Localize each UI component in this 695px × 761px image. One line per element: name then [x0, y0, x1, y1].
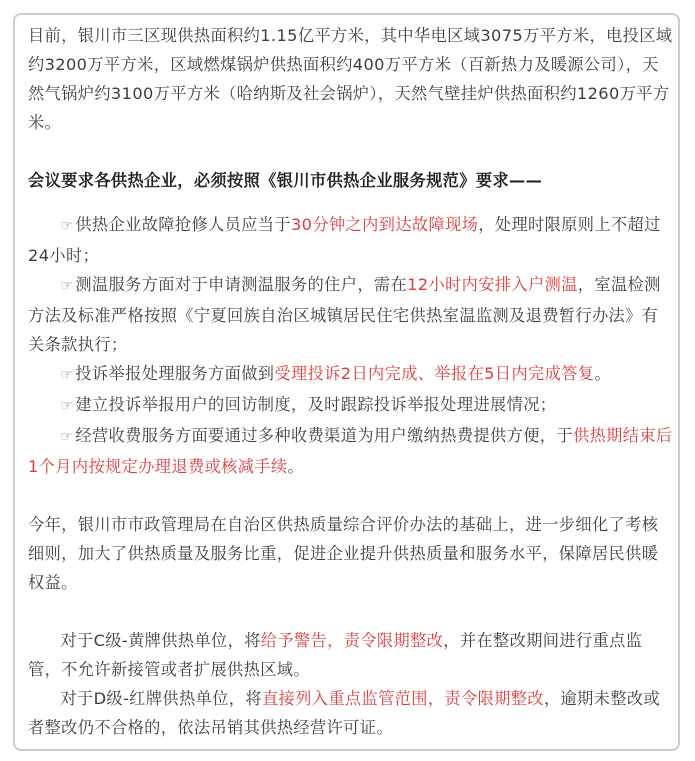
c-level-paragraph: 对于C级-黄牌供热单位，将给予警告，责令限期整改，并在整改期间进行重点监管，不允许新接管或者扩展供热区域。	[28, 631, 643, 679]
highlight-text: 给予警告，责令限期整改	[260, 631, 444, 650]
highlight-text: 直接列入重点监管范围，责令限期整改	[261, 689, 544, 708]
intro-paragraph: 目前，银川市三区现供热面积约1.15亿平方米，其中华电区域3075万平方米，电投区域约3200万平方米，区域燃煤锅炉供热面积约400万平方米（百新热力及暖源公司），天然气锅炉约3100万平方米（哈纳斯及社会锅炉），天然气壁挂炉供热面积约1260万平方米。	[28, 26, 673, 132]
assessment-paragraph: 今年，银川市市政管理局在自治区供热质量综合评价办法的基础上，进一步细化了考核细则，加大了供热质量及服务比重，促进企业提升供热质量和服务水平，保障居民供暖权益。	[28, 515, 659, 592]
pointing-hand-icon: ☞	[60, 218, 74, 234]
pointing-hand-icon: ☞	[60, 398, 74, 414]
highlight-text: 12小时内安排入户测温	[407, 275, 578, 294]
spacer	[28, 137, 674, 166]
pointing-hand-icon: ☞	[60, 367, 74, 383]
highlight-text: 举报在5日内完成答复	[434, 364, 595, 383]
requirement-item-followup: ☞ 建立投诉举报用户的回访制度，及时跟踪投诉举报处理进展情况；	[60, 395, 557, 414]
article-content	[28, 21, 674, 742]
d-level-paragraph: 对于D级-红牌供热单位，将直接列入重点监管范围，责令限期整改，逾期未整改或者整改仍不合格的，依法吊销其供热经营许可证。	[28, 689, 661, 737]
requirement-item-billing: ☞ 经营收费服务方面要通过多种收费渠道为用户缴纳热费提供方便，于供热期结束后1个月内按规定办理退费或核减手续。	[28, 426, 673, 476]
meeting-requirements-heading: 会议要求各供热企业，必须按照《银川市供热企业服务规范》要求——	[28, 171, 543, 190]
spacer	[28, 195, 674, 210]
highlight-text: 受理投诉2日内完成	[274, 364, 418, 383]
pointing-hand-icon: ☞	[60, 429, 74, 445]
spacer	[28, 481, 674, 510]
requirement-item-repair: ☞ 供热企业故障抢修人员应当于30分钟之内到达故障现场，处理时限原则上不超过24小时；	[28, 215, 661, 265]
highlight-text: 30分钟之内到达故障现场	[290, 215, 479, 234]
highlight-text: 供热期结束后1个月内按规定办理退费或核减手续	[28, 426, 673, 476]
pointing-hand-icon: ☞	[60, 278, 74, 294]
spacer	[28, 597, 674, 626]
requirement-item-complaints: ☞ 投诉举报处理服务方面做到受理投诉2日内完成、举报在5日内完成答复。	[60, 364, 611, 383]
requirement-item-temperature: ☞ 测温服务方面对于申请测温服务的住户，需在12小时内安排入户测温，室温检测方法及标准严格按照《宁夏回族自治区城镇居民住宅供热室温监测及退费暂行办法》有关条款执行；	[28, 275, 661, 354]
